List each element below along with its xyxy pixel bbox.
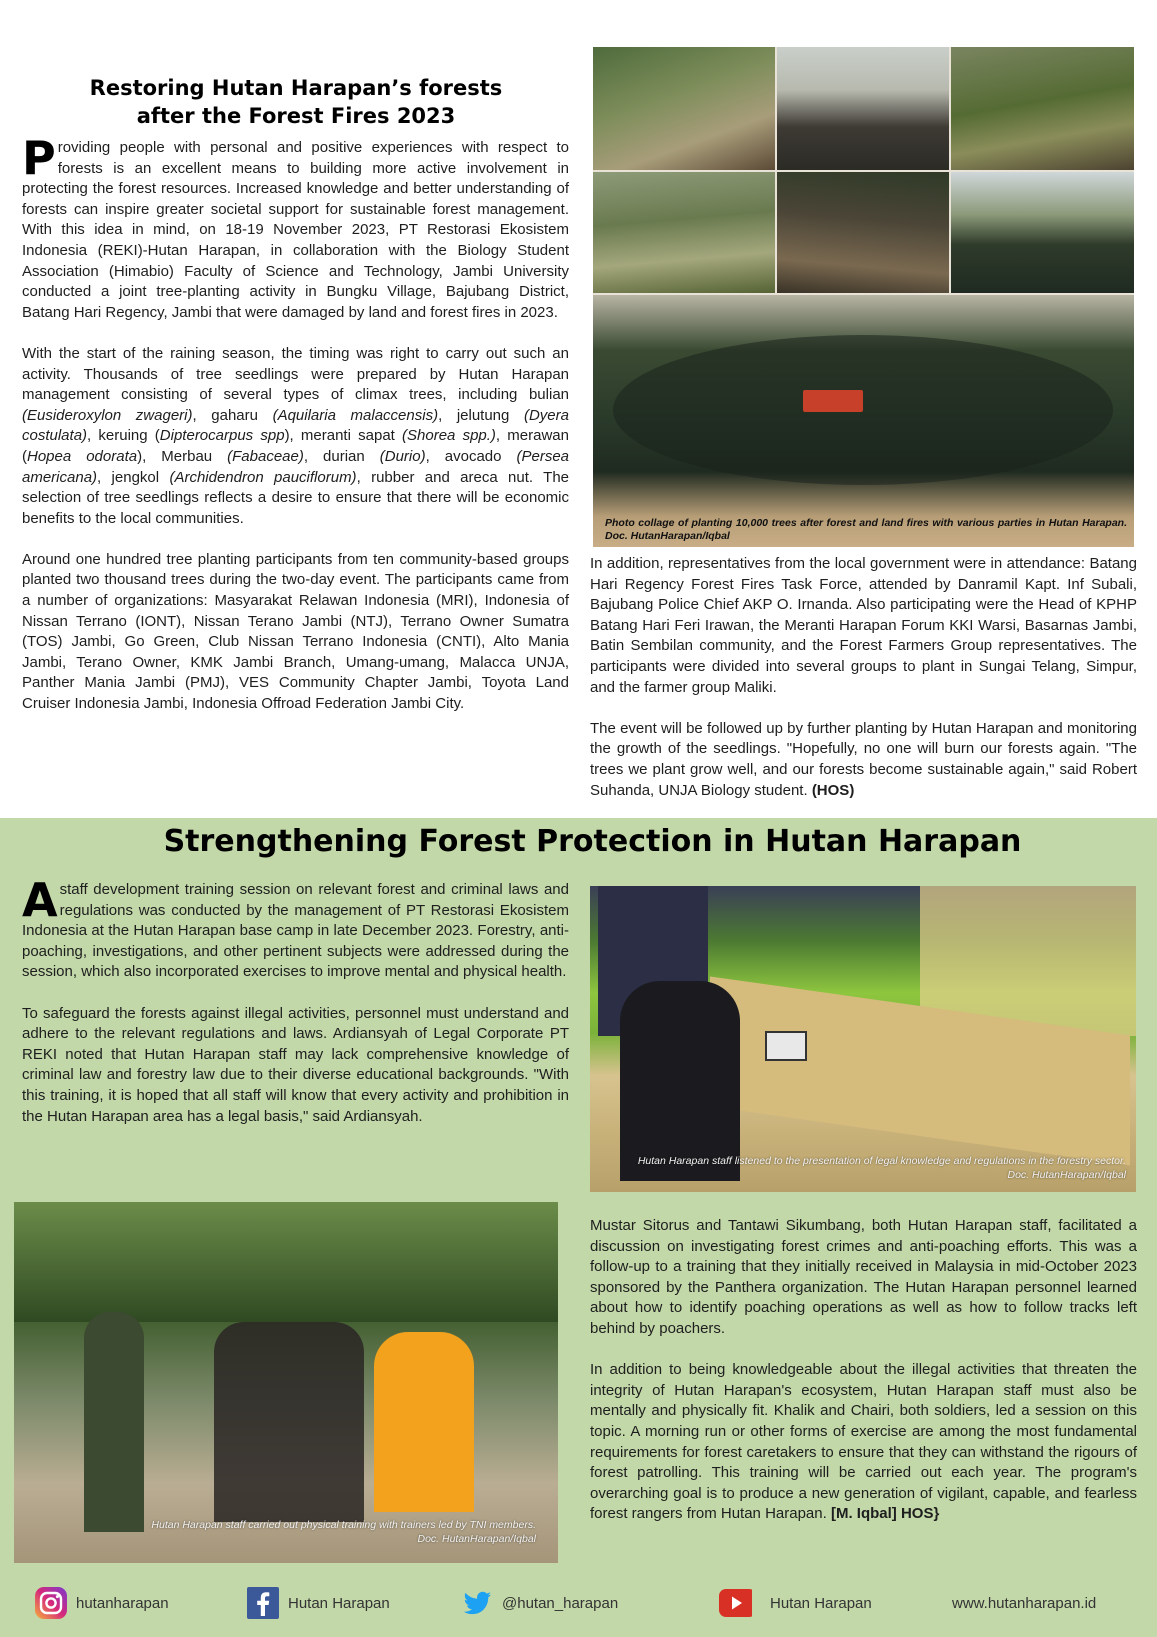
article1-right-column <box>590 554 1137 801</box>
article1-paragraph-4: In addition, representatives from the local government were in attendance: Batang Hari Regency Forest Fires Task Force, attended by Danramil Kapt. Inf Subali, Bajubang Police Chief AKP O. Irnanda. Also participating were the Head of KPHP Batang Hari Feri Irawan, the Meranti Harapan Forum KKI Warsi, Basarnas Jambi, Batin Sembilan community, and the Forest Farmers Group representatives. The participants were divided into several groups to plant in Sungai Telang, Simpur, and the farmer group Maliki. <box>590 555 1137 696</box>
p2-text: , gaharu <box>192 406 273 424</box>
article2-paragraph-4 <box>590 1360 1137 1525</box>
article2-left-column <box>22 873 569 1127</box>
photo-group <box>593 295 1134 547</box>
footer-twitter-handle: @hutan_harapan <box>502 1594 619 1612</box>
photo-planting-3 <box>951 47 1134 170</box>
author-tag: (HOS) <box>811 781 855 799</box>
species-name: (Eusideroxylon zwageri) <box>22 406 193 424</box>
article1-paragraph-1 <box>22 131 569 323</box>
photo-planting-6 <box>951 172 1134 293</box>
laptop-shape <box>765 1031 807 1061</box>
species-name: (Persea americana) <box>22 447 570 486</box>
crowd-shape <box>613 335 1113 485</box>
article1-title-line2: after the Forest Fires 2023 <box>136 104 456 128</box>
species-name: (Fabaceae) <box>227 447 304 465</box>
footer-website[interactable] <box>952 1586 1096 1620</box>
dropcap-a: A <box>22 873 58 927</box>
article1-p1-text: roviding people with personal and positive experiences with respect to forests is an excellent means to building more active involvement in protecting the forest resources. Increased knowledge and better understanding of forests can inspire greater societal support for sustainable forest management. With this idea in mind, on 18-19 November 2023, PT Restorasi Ekosistem Indonesia (REKI)-Hutan Harapan, in collaboration with the Biology Student Association (Himabio) Faculty of Science and Technology, Jambi University conducted a joint tree-planting activity in Bungku Village, Bajubang District, Batang Hari Regency, Jambi that were damaged by land and forest fires in 2023. <box>22 139 569 321</box>
p2-text: ), Merbau <box>137 447 228 465</box>
orange-shirt-shape <box>374 1332 474 1512</box>
meeting-caption-line2: Doc. HutanHarapan/Iqbal <box>1007 1169 1126 1181</box>
youtube-icon <box>718 1586 752 1620</box>
meeting-caption-line1: Hutan Harapan staff listened to the presentation of legal knowledge and regulations in the forestry sector. <box>637 1155 1126 1167</box>
photo-meeting <box>590 886 1136 1192</box>
exercise-caption-line1: Hutan Harapan staff carried out physical training with trainers led by TNI members. <box>151 1519 536 1531</box>
photo-planting-4 <box>593 172 775 293</box>
facebook-icon <box>246 1586 280 1620</box>
instagram-icon <box>34 1586 68 1620</box>
dropcap-p: P <box>22 131 56 185</box>
species-name: (Archidendron pauciflorum) <box>169 468 357 486</box>
p2-text: , durian <box>303 447 380 465</box>
footer-youtube[interactable] <box>718 1586 872 1620</box>
footer-facebook-name: Hutan Harapan <box>288 1594 390 1612</box>
species-name: (Shorea spp.) <box>402 427 496 445</box>
collage-caption: Photo collage of planting 10,000 trees after forest and land fires with various parties in Hutan Harapan. Doc. HutanHarapan/Iqbal <box>605 517 1127 542</box>
photo-planting-1 <box>593 47 775 170</box>
person-shape <box>620 981 740 1181</box>
article2-paragraph-1 <box>22 873 569 983</box>
species-name: (Aquilaria malaccensis) <box>272 406 439 424</box>
planting-photo-collage <box>593 47 1134 547</box>
flag-shape <box>803 390 863 412</box>
article2-right-column <box>590 1216 1137 1525</box>
footer-instagram[interactable] <box>34 1586 169 1620</box>
p5-text: The event will be followed up by further planting by Hutan Harapan and monitoring the growth of the seedlings. "Hopefully, no one will burn our forests again. "The trees we plant grow well, and our forests become sustainable again," said Robert Suhanda, UNJA Biology student. <box>590 719 1137 799</box>
photo-exercise <box>14 1202 558 1563</box>
footer-website-url[interactable]: www.hutanharapan.id <box>952 1594 1097 1612</box>
article2-paragraph-2: To safeguard the forests against illegal activities, personnel must understand and adhere to the relevant regulations and laws. Ardiansyah of Legal Corporate PT REKI noted that Hutan Harapan staff may lack comprehensive knowledge of criminal law and forestry law due to their diverse educational backgrounds. "With this training, it is hoped that all staff will know that every activity and prohibition in the Hutan Harapan area has a legal basis," said Ardiansyah. <box>22 1004 569 1125</box>
group-shape <box>214 1322 364 1522</box>
footer-instagram-handle: hutanharapan <box>76 1594 169 1612</box>
article1-paragraph-2 <box>22 344 569 529</box>
p2-text: , avocado <box>425 447 517 465</box>
article2-paragraph-3: Mustar Sitorus and Tantawi Sikumbang, both Hutan Harapan staff, facilitated a discussion on investigating forest crimes and anti-poaching efforts. This was a follow-up to a training that they initially received in Malaysia in mid-October 2023 sponsored by the Panthera organization. The Hutan Harapan personnel learned about how to identify poaching operations as well as how to follow tracks left behind by poachers. <box>590 1217 1137 1337</box>
article1-paragraph-3: Around one hundred tree planting participants from ten community-based groups planted two thousand trees during the two-day event. The participants came from a number of organizations: Masyarakat Relawan Indonesia (MRI), Indonesia of Nissan Terrano (IONT), Nissan Terano Jambi (NTJ), Terrano Owner Sumatra (TOS) Jambi, Go Green, Club Nissan Terrano Indonesia (CNTI), Alto Mania Jambi, Terano Owner, KMK Jambi Branch, Umang-umang, Malacca UNJA, Panther Mania Jambi (PMJ), VES Community Chapter Jambi, Toyota Land Cruiser Indonesia Jambi, Indonesia Offroad Federation Jambi City. <box>22 550 569 713</box>
p2-text: , jelutung <box>438 406 524 424</box>
article2-title: Strengthening Forest Protection in Hutan Harapan <box>163 824 1022 859</box>
soldier-shape <box>84 1312 144 1532</box>
p2-text: ), meranti sapat <box>284 427 403 445</box>
photo-planting-5 <box>777 172 949 293</box>
article1-left-column <box>22 131 570 715</box>
species-name: Dipterocarpus spp <box>159 427 285 445</box>
species-name: Hopea odorata <box>27 447 138 465</box>
footer <box>0 1580 1157 1624</box>
species-name: (Durio) <box>379 447 426 465</box>
p2-text: With the start of the raining season, the timing was right to carry out such an activity. Thousands of tree seedlings were prepared by Hutan Harapan management consisting of several types of climax trees, including bulian <box>22 344 569 404</box>
p2-text: , rubber and areca nut. The selection of tree seedlings reflects a desire to ensure that there will be economic benefits to the local communities. <box>22 468 569 527</box>
article1-title-line1: Restoring Hutan Harapan’s forests <box>89 76 503 100</box>
article1-title <box>22 74 570 130</box>
photo-planting-2 <box>777 47 949 170</box>
author-tag: [M. Iqbal] HOS} <box>830 1505 940 1523</box>
twitter-icon <box>460 1586 494 1620</box>
exercise-caption-line2: Doc. HutanHarapan/Iqbal <box>417 1533 536 1545</box>
p2-text: , keruing ( <box>87 427 160 445</box>
footer-facebook[interactable] <box>246 1586 390 1620</box>
article2-p1-text: staff development training session on relevant forest and criminal laws and regulations was conducted by the management of PT Restorasi Ekosistem Indonesia at the Hutan Harapan base camp in late December 2023. Forestry, anti-poaching, investigations, and other pertinent subjects were addressed during the session, which also incorporated exercises to improve mental and physical health. <box>22 881 569 981</box>
trees-shape <box>14 1202 558 1322</box>
footer-twitter[interactable] <box>460 1586 618 1620</box>
meeting-caption <box>596 1154 1126 1182</box>
article1-paragraph-5 <box>590 719 1137 801</box>
p2-text: , merawan ( <box>22 427 569 465</box>
p4-text: In addition to being knowledgeable about the illegal activities that threaten the integrity of Hutan Harapan's ecosystem, Hutan Harapan staff must also be mentally and physically fit. Khalik and Chairi, both soldiers, led a session on this topic. A morning run or other forms of exercise are among the most fundamental requirements for forest caretakers to ensure that they can withstand the rigours of forest patrolling. This training will be carried out each year. The program's overarching goal is to produce a new generation of vigilant, capable, and fearless forest rangers from Hutan Harapan. <box>590 1361 1137 1523</box>
species-name: (Dyera costulata) <box>22 406 569 445</box>
footer-youtube-name: Hutan Harapan <box>770 1594 872 1612</box>
exercise-caption <box>26 1518 536 1546</box>
p2-text: , jengkol <box>97 468 170 486</box>
